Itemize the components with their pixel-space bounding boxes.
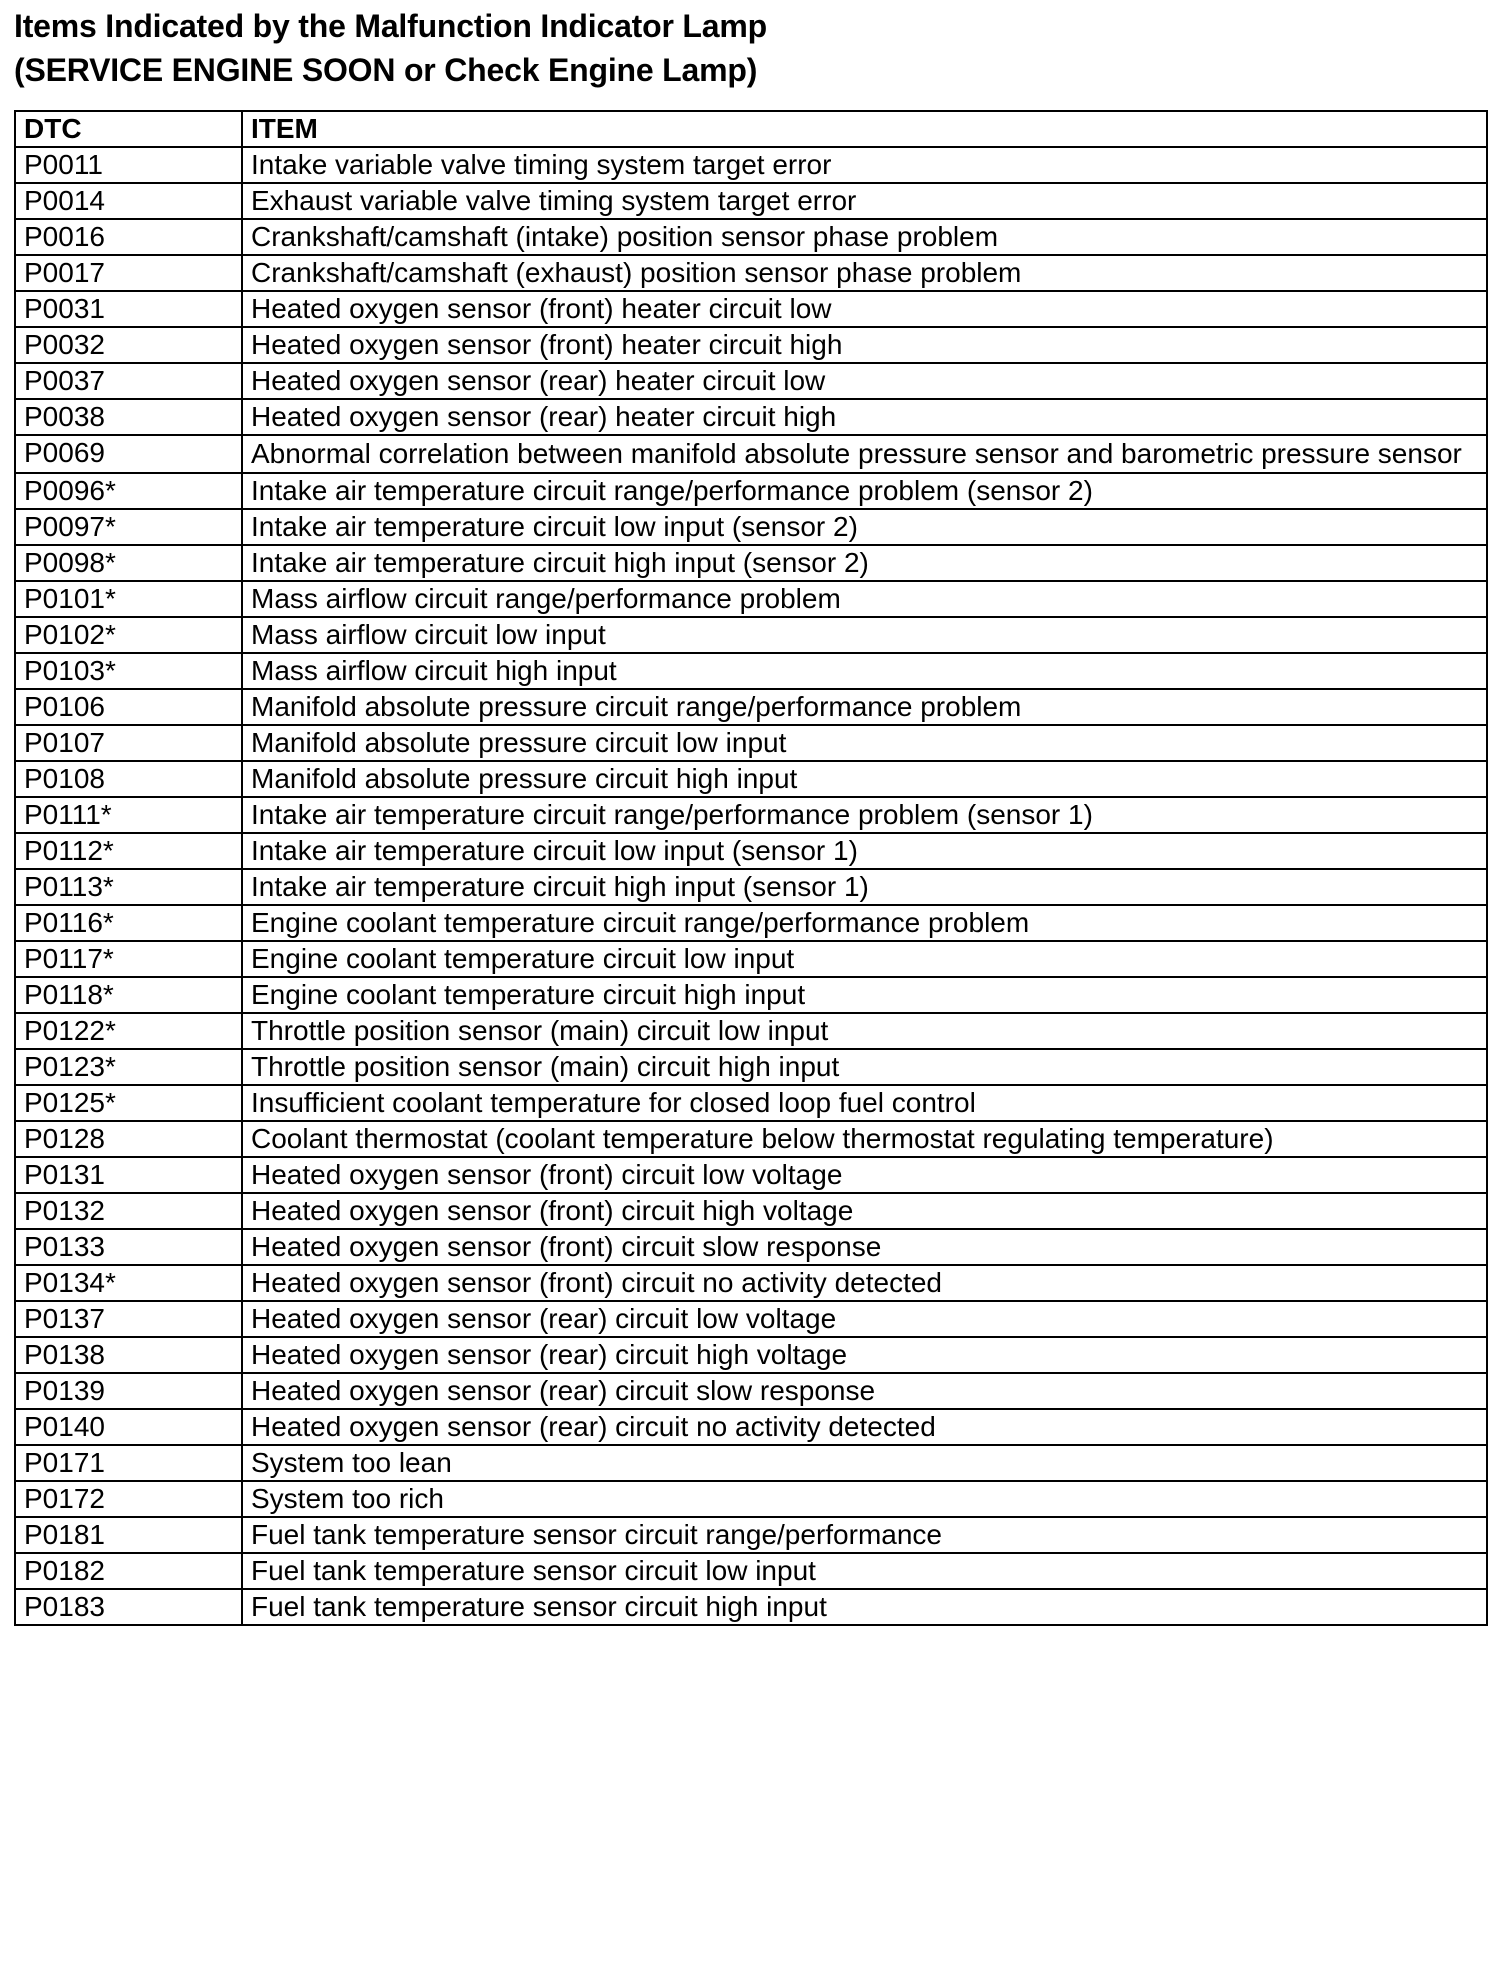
table-header-row <box>15 111 1487 147</box>
dtc-item-cell: Exhaust variable valve timing system target error <box>242 183 1487 219</box>
table-row <box>15 1373 1487 1409</box>
dtc-item-cell: Fuel tank temperature sensor circuit low input <box>242 1553 1487 1589</box>
dtc-code-cell: P0132 <box>15 1193 242 1229</box>
table-row <box>15 1481 1487 1517</box>
dtc-item-cell: Intake air temperature circuit range/performance problem (sensor 2) <box>242 473 1487 509</box>
dtc-item-cell: Intake air temperature circuit low input (sensor 2) <box>242 509 1487 545</box>
dtc-item-cell: Crankshaft/camshaft (intake) position sensor phase problem <box>242 219 1487 255</box>
dtc-code-cell: P0016 <box>15 219 242 255</box>
table-row <box>15 1517 1487 1553</box>
dtc-table-body <box>15 147 1487 1625</box>
dtc-item-cell: Fuel tank temperature sensor circuit high input <box>242 1589 1487 1625</box>
dtc-item-cell: Heated oxygen sensor (front) heater circuit low <box>242 291 1487 327</box>
table-row <box>15 653 1487 689</box>
dtc-code-cell: P0172 <box>15 1481 242 1517</box>
dtc-item-cell: Heated oxygen sensor (front) circuit low voltage <box>242 1157 1487 1193</box>
dtc-code-cell: P0098* <box>15 545 242 581</box>
table-row <box>15 725 1487 761</box>
dtc-item-cell: Crankshaft/camshaft (exhaust) position sensor phase problem <box>242 255 1487 291</box>
dtc-code-cell: P0133 <box>15 1229 242 1265</box>
table-row <box>15 1229 1487 1265</box>
dtc-item-cell: Heated oxygen sensor (rear) circuit high voltage <box>242 1337 1487 1373</box>
table-row <box>15 147 1487 183</box>
dtc-item-cell: Mass airflow circuit low input <box>242 617 1487 653</box>
dtc-code-cell: P0112* <box>15 833 242 869</box>
dtc-code-cell: P0139 <box>15 1373 242 1409</box>
dtc-code-cell: P0101* <box>15 581 242 617</box>
table-row <box>15 1445 1487 1481</box>
dtc-code-cell: P0113* <box>15 869 242 905</box>
table-row <box>15 581 1487 617</box>
dtc-item-cell: System too rich <box>242 1481 1487 1517</box>
dtc-code-cell: P0140 <box>15 1409 242 1445</box>
dtc-item-cell: Heated oxygen sensor (rear) heater circuit high <box>242 399 1487 435</box>
dtc-item-cell: System too lean <box>242 1445 1487 1481</box>
dtc-code-cell: P0069 <box>15 435 242 473</box>
table-row <box>15 869 1487 905</box>
dtc-item-cell: Manifold absolute pressure circuit high input <box>242 761 1487 797</box>
dtc-item-cell: Heated oxygen sensor (front) heater circuit high <box>242 327 1487 363</box>
dtc-code-cell: P0038 <box>15 399 242 435</box>
page-title <box>14 4 1484 92</box>
dtc-item-cell: Intake air temperature circuit high input (sensor 2) <box>242 545 1487 581</box>
table-row <box>15 1337 1487 1373</box>
table-row <box>15 1085 1487 1121</box>
dtc-item-cell: Intake air temperature circuit high input (sensor 1) <box>242 869 1487 905</box>
dtc-code-cell: P0111* <box>15 797 242 833</box>
dtc-code-cell: P0122* <box>15 1013 242 1049</box>
table-row <box>15 1553 1487 1589</box>
table-row <box>15 1589 1487 1625</box>
dtc-item-cell: Heated oxygen sensor (front) circuit high voltage <box>242 1193 1487 1229</box>
dtc-code-cell: P0183 <box>15 1589 242 1625</box>
column-header-item: ITEM <box>242 111 1487 147</box>
dtc-item-cell: Heated oxygen sensor (rear) circuit low voltage <box>242 1301 1487 1337</box>
table-row <box>15 435 1487 473</box>
dtc-code-cell: P0103* <box>15 653 242 689</box>
dtc-item-cell: Heated oxygen sensor (rear) circuit no activity detected <box>242 1409 1487 1445</box>
dtc-item-cell: Intake air temperature circuit low input (sensor 1) <box>242 833 1487 869</box>
dtc-code-cell: P0123* <box>15 1049 242 1085</box>
table-row <box>15 1193 1487 1229</box>
table-row <box>15 1121 1487 1157</box>
title-line-2: (SERVICE ENGINE SOON or Check Engine Lamp) <box>14 52 758 88</box>
table-row <box>15 1157 1487 1193</box>
table-row <box>15 255 1487 291</box>
table-row <box>15 941 1487 977</box>
dtc-code-cell: P0137 <box>15 1301 242 1337</box>
dtc-item-cell: Coolant thermostat (coolant temperature below thermostat regulating temperature) <box>242 1121 1487 1157</box>
dtc-item-cell: Engine coolant temperature circuit high input <box>242 977 1487 1013</box>
dtc-item-cell: Throttle position sensor (main) circuit low input <box>242 1013 1487 1049</box>
table-row <box>15 977 1487 1013</box>
dtc-code-cell: P0182 <box>15 1553 242 1589</box>
dtc-code-cell: P0128 <box>15 1121 242 1157</box>
table-row <box>15 545 1487 581</box>
table-row <box>15 291 1487 327</box>
dtc-code-cell: P0037 <box>15 363 242 399</box>
table-row <box>15 1265 1487 1301</box>
dtc-code-cell: P0134* <box>15 1265 242 1301</box>
table-row <box>15 1409 1487 1445</box>
title-line-1: Items Indicated by the Malfunction Indicator Lamp <box>14 8 767 44</box>
dtc-code-cell: P0138 <box>15 1337 242 1373</box>
dtc-code-cell: P0096* <box>15 473 242 509</box>
dtc-code-cell: P0131 <box>15 1157 242 1193</box>
table-row <box>15 363 1487 399</box>
dtc-item-cell: Manifold absolute pressure circuit low input <box>242 725 1487 761</box>
dtc-item-cell: Engine coolant temperature circuit range/performance problem <box>242 905 1487 941</box>
dtc-code-cell: P0011 <box>15 147 242 183</box>
dtc-item-cell: Intake variable valve timing system target error <box>242 147 1487 183</box>
table-row <box>15 1049 1487 1085</box>
table-row <box>15 473 1487 509</box>
dtc-code-cell: P0125* <box>15 1085 242 1121</box>
dtc-code-cell: P0118* <box>15 977 242 1013</box>
dtc-code-cell: P0017 <box>15 255 242 291</box>
table-row <box>15 905 1487 941</box>
dtc-code-cell: P0181 <box>15 1517 242 1553</box>
dtc-code-cell: P0031 <box>15 291 242 327</box>
dtc-code-cell: P0097* <box>15 509 242 545</box>
dtc-item-cell: Mass airflow circuit high input <box>242 653 1487 689</box>
column-header-dtc: DTC <box>15 111 242 147</box>
table-row <box>15 761 1487 797</box>
dtc-item-cell: Abnormal correlation between manifold absolute pressure sensor and barometric pressure sensor <box>242 435 1487 473</box>
table-row <box>15 183 1487 219</box>
dtc-item-cell: Heated oxygen sensor (front) circuit slow response <box>242 1229 1487 1265</box>
dtc-item-cell: Mass airflow circuit range/performance problem <box>242 581 1487 617</box>
dtc-code-cell: P0032 <box>15 327 242 363</box>
dtc-code-cell: P0102* <box>15 617 242 653</box>
dtc-code-cell: P0014 <box>15 183 242 219</box>
dtc-item-cell: Insufficient coolant temperature for closed loop fuel control <box>242 1085 1487 1121</box>
dtc-code-cell: P0171 <box>15 1445 242 1481</box>
dtc-table <box>14 110 1488 1626</box>
dtc-code-cell: P0117* <box>15 941 242 977</box>
dtc-code-cell: P0106 <box>15 689 242 725</box>
table-row <box>15 689 1487 725</box>
dtc-item-cell: Fuel tank temperature sensor circuit range/performance <box>242 1517 1487 1553</box>
dtc-code-cell: P0116* <box>15 905 242 941</box>
table-row <box>15 399 1487 435</box>
dtc-item-cell: Heated oxygen sensor (rear) heater circuit low <box>242 363 1487 399</box>
dtc-code-cell: P0108 <box>15 761 242 797</box>
dtc-item-cell: Engine coolant temperature circuit low input <box>242 941 1487 977</box>
dtc-item-cell: Heated oxygen sensor (rear) circuit slow response <box>242 1373 1487 1409</box>
dtc-code-cell: P0107 <box>15 725 242 761</box>
table-row <box>15 1301 1487 1337</box>
dtc-item-cell: Intake air temperature circuit range/performance problem (sensor 1) <box>242 797 1487 833</box>
dtc-item-cell: Manifold absolute pressure circuit range/performance problem <box>242 689 1487 725</box>
table-row <box>15 617 1487 653</box>
table-row <box>15 797 1487 833</box>
dtc-item-cell: Throttle position sensor (main) circuit high input <box>242 1049 1487 1085</box>
table-row <box>15 219 1487 255</box>
table-row <box>15 509 1487 545</box>
dtc-item-cell: Heated oxygen sensor (front) circuit no activity detected <box>242 1265 1487 1301</box>
table-row <box>15 327 1487 363</box>
table-row <box>15 1013 1487 1049</box>
table-row <box>15 833 1487 869</box>
